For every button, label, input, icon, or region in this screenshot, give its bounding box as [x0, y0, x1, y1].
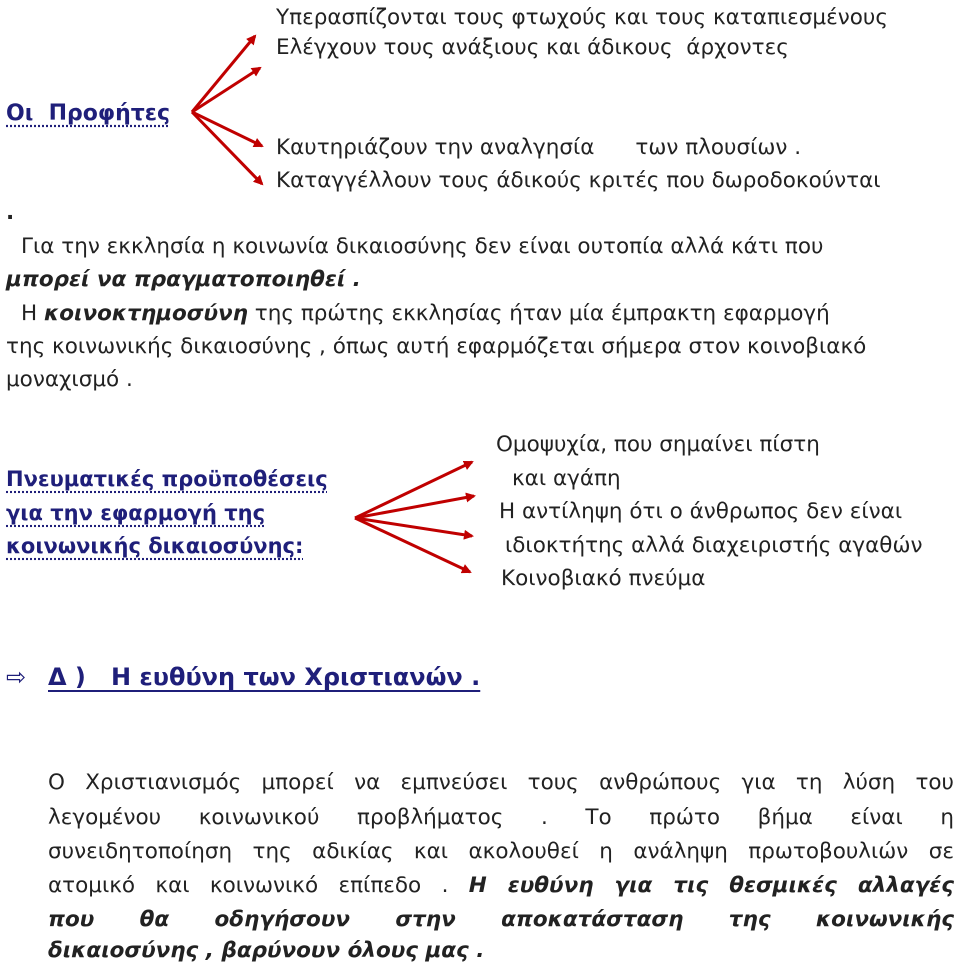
spiritual-heading-line-1: Πνευματικές προϋποθέσεις: [6, 467, 328, 491]
church-line-2: μπορεί να πραγματοποιηθεί .: [6, 267, 361, 292]
prophets-arrows: [192, 36, 262, 184]
arrow-to-item-4: [192, 112, 262, 184]
arrow-to-spiritual-2: [355, 496, 474, 518]
arrow-to-item-1: [192, 36, 255, 112]
commonality-line-1: Η κοινοκτημοσύνη της πρώτης εκκλησίας ήταν μία έμπρακτη εφαρμογή: [21, 301, 830, 326]
final-line-4: ατομικό και κοινωνικό επίπεδο . Η ευθύνη για τις θεσμικές αλλαγές: [48, 873, 954, 898]
spiritual-heading-line-2: για την εφαρμογή της: [6, 501, 266, 525]
final-line-3: συνειδητοποίηση της αδικίας και ακολουθεί η ανάληψη πρωτοβουλιών σε: [48, 839, 954, 864]
spiritual-arrows: [355, 462, 474, 572]
final-line-6: δικαιοσύνης , βαρύνουν όλους μας .: [48, 938, 485, 963]
prophets-item-3: Καυτηριάζουν την αναλγησία των πλουσίων .: [276, 135, 802, 160]
spiritual-item-4: ιδιοκτήτης αλλά διαχειριστής αγαθών: [505, 533, 923, 558]
spiritual-item-1: Ομοψυχία, που σημαίνει πίστη: [496, 432, 820, 457]
arrow-to-item-3: [192, 112, 262, 146]
spiritual-item-3: Η αντίληψη ότι ο άνθρωπος δεν είναι: [499, 499, 903, 524]
final-line-2: λεγομένου κοινωνικού προβλήματος . Το πρώτο βήμα είναι η: [48, 805, 954, 830]
section-title: Δ ) Η ευθύνη των Χριστιανών .: [48, 663, 481, 691]
prophets-item-1: Υπερασπίζονται τους φτωχούς και τους καταπιεσμένους: [276, 5, 888, 30]
final-line-5: που θα οδηγήσουν στην αποκατάσταση της κοινωνικής: [48, 907, 954, 932]
commonality-term: κοινοκτημοσύνη: [44, 301, 248, 326]
arrow-to-spiritual-1: [355, 462, 472, 518]
arrow-to-item-2: [192, 68, 260, 112]
trailing-dot: .: [6, 200, 15, 225]
church-line-1: Για την εκκλησία η κοινωνία δικαιοσύνης δεν είναι ουτοπία αλλά κάτι που: [21, 234, 824, 259]
commonality-line-2: της κοινωνικής δικαιοσύνης , όπως αυτή εφαρμόζεται σήμερα στον κοινοβιακό: [6, 334, 867, 359]
prophets-heading: Οι Προφήτες: [6, 101, 171, 126]
spiritual-item-5: Κοινοβιακό πνεύμα: [501, 566, 706, 591]
prophets-item-2: Ελέγχουν τους ανάξιους και άδικους άρχοντες: [276, 35, 789, 60]
prophets-item-4: Καταγγέλλουν τους άδικούς κριτές που δωροδοκούνται: [276, 168, 881, 193]
commonality-line-3: μοναχισμό .: [6, 367, 133, 392]
final-line-1: Ο Χριστιανισμός μπορεί να εμπνεύσει τους ανθρώπους για τη λύση του: [48, 770, 954, 795]
spiritual-item-2: και αγάπη: [512, 466, 621, 491]
arrow-bullet-icon: ⇨: [6, 663, 27, 691]
spiritual-heading-line-3: κοινωνικής δικαιοσύνης:: [6, 534, 304, 558]
